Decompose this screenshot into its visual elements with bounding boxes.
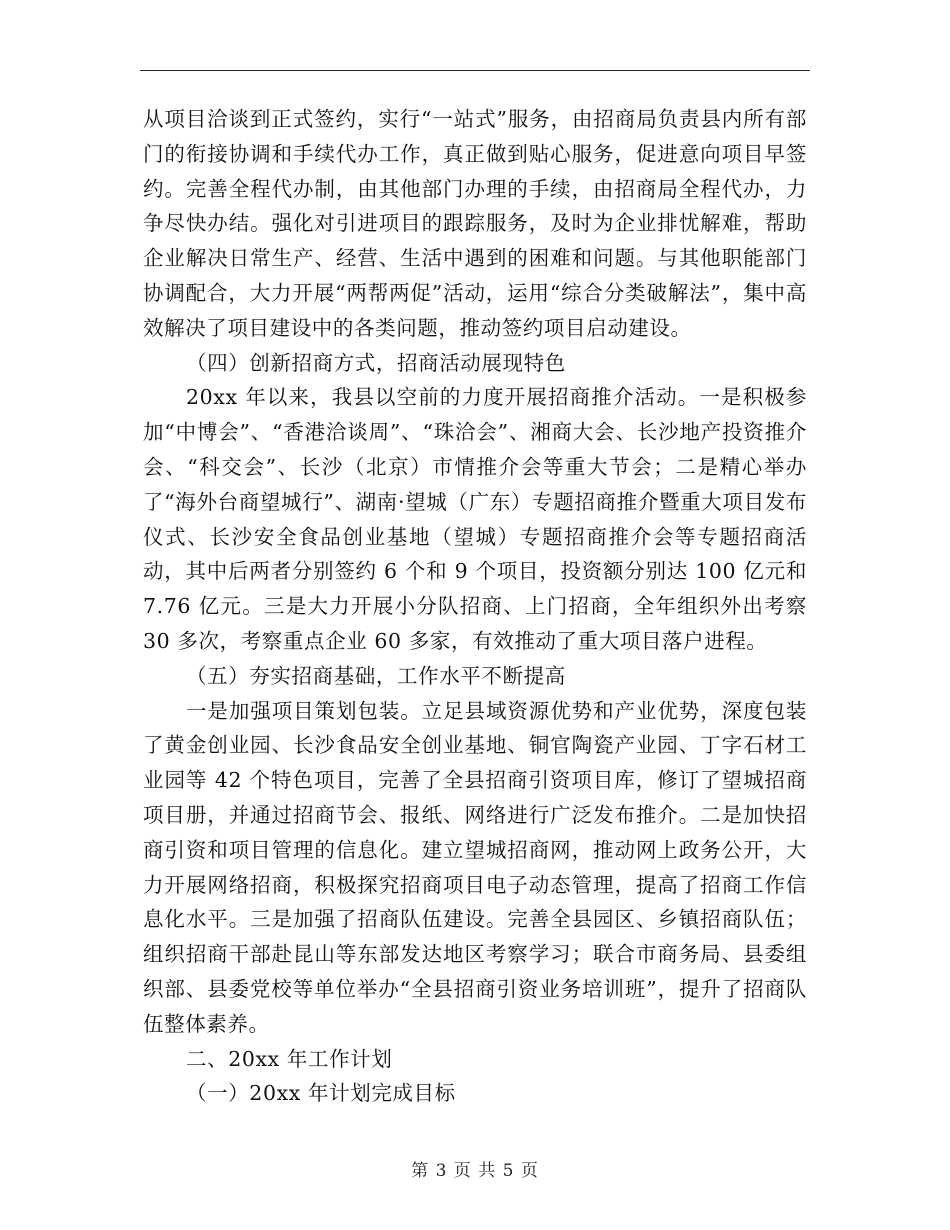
section-heading-plan: 二、20xx 年工作计划: [186, 1046, 393, 1071]
section-heading-targets: （一）20xx 年计划完成目标: [186, 1081, 456, 1106]
paragraph-one-stop-service: 从项目洽谈到正式签约，实行“一站式”服务，由招商局负责县内所有部门的衔接协调和手续代办工作，真正做到贴心服务，促进意向项目早签约。完善全程代办制，由其他部门办理的手续，由招商局全程代办，力争尽快办结。强化对引进项目的跟踪服务，及时为企业排忧解难，帮助企业解决日常生产、经营、生活中遇到的困难和问题。与其他职能部门协调配合，大力开展“两帮两促”活动，运用“综合分类破解法”，集中高效解决了项目建设中的各类问题，推动签约项目启动建设。: [143, 107, 807, 340]
section-heading-four: （四）创新招商方式，招商活动展现特色: [186, 350, 566, 375]
paragraph-promotion-activities: 20xx 年以来，我县以空前的力度开展招商推介活动。一是积极参加“中博会”、“香港洽谈周”、“珠洽会”、湘商大会、长沙地产投资推介会、“科交会”、长沙（北京）市情推介会等重大节会；二是精心举办了“海外台商望城行”、湖南·望城（广东）专题招商推介暨重大项目发布仪式、长沙安全食品创业基地（望城）专题招商推介会等专题招商活动，其中后两者分别签约 6 个和 9 个项目，投资额分别达 100 亿元和 7.76 亿元。三是大力开展小分队招商、上门招商，全年组织外出考察 30 多次，考察重点企业 60 多家，有效推动了重大项目落户进程。: [143, 385, 807, 653]
page-number-footer: 第 3 页 共 5 页: [411, 1161, 539, 1181]
section-heading-five: （五）夯实招商基础，工作水平不断提高: [186, 663, 566, 688]
paragraph-foundation-work: 一是加强项目策划包装。立足县域资源优势和产业优势，深度包装了黄金创业园、长沙食品安全创业基地、铜官陶瓷产业园、丁字石材工业园等 42 个特色项目，完善了全县招商引资项目库，修订了望城招商项目册，并通过招商节会、报纸、网络进行广泛发布推介。二是加快招商引资和项目管理的信息化。建立望城招商网，推动网上政务公开，大力开展网络招商，积极探究招商项目电子动态管理，提高了招商工作信息化水平。三是加强了招商队伍建设。完善全县园区、乡镇招商队伍；组织招商干部赴昆山等东部发达地区考察学习；联合市商务局、县委组织部、县委党校等单位举办“全县招商引资业务培训班”，提升了招商队伍整体素养。: [143, 698, 807, 1036]
document-body: [143, 102, 807, 1111]
header-rule: [140, 70, 810, 71]
